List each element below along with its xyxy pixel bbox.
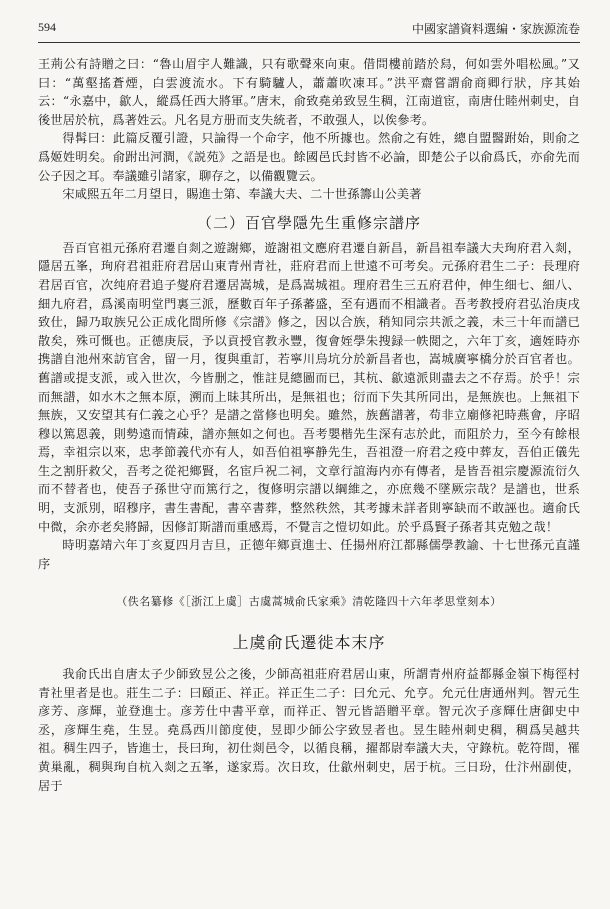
section1-signature: 宋咸熙五年二月望日，賜進士第、奉議大夫、二十世孫籌山公美著 [62,187,422,202]
page-body [38,55,580,795]
book-title: 中國家譜資料選編・家族源流卷 [411,22,580,36]
section2-signature: 時明嘉靖六年丁亥夏四月吉旦，正德年鄉貢進士、任揚州府江都縣儒學教諭、十七世孫元直謹序 [38,538,580,571]
page-header [38,18,580,43]
section1-paragraph-2: 得髯曰：此篇反覆引證，只論得一个命字，他不所據也。然俞之有姓，總自盟醫跗始，則俞之爲姬姓明矣。俞跗出河澗，《説苑》之語是也。餘國邑氏封皆不必論，即楚公子以俞爲氏，亦俞先而公子因之耳。奉議雖引諸家，聊存之，以備觀覽云。 [38,131,580,183]
page-number: 594 [38,20,56,34]
section3-paragraph-1: 我俞氏出自唐太子少師致昱公之後，少師高祖莊府君居山東，所謂青州府益都縣金嶺下梅徑村青社里者是也。莊生二子：曰頤正、祥正。祥正生二子：曰允元、允亨。允元仕唐通州判。智元生彦芳、彦輝，並登進士。彦芳仕中書平章，而祥正、智元皆語贈平章。智元次子彦輝仕唐御史中丞，彦輝生堯，生昱。堯爲西川節度使，昱即少師公字致昱者也。昱生睦州刺史稠，稠爲吴越共祖。稠生四子，皆進士，長曰珣，初仕剡邑令，以循良稱，擢都尉奉議大夫，守錄杭。乾符間，罹黄巢亂，稠與珣自杭入剡之五峯，遂家焉。次日玫，仕歙州刺史，居于杭。三日玢，仕汴州副使，居于 [38,667,580,793]
section2-paragraph-1: 吾百官祖元孫府君遷自剡之遊謝鄉，遊謝祖文應府君遷自新昌，新昌祖奉議大夫珣府君入剡，隱居五峯，珣府君祖莊府君居山東青州青社，莊府君而上世遠不可考矣。元孫府君生二子：長理府君居百官，次纯府君追子燮府君遷居嵩城，是爲嵩城祖。理府君生三五府君仲，伸生细七、細八、細九府君，爲溪南明堂門裏三派，歷數百年子孫蕃盛，至有遇而不相識者。吾考教授府君弘治庚戌致仕，歸乃取族兄公正成化間所修《宗譜》修之，因以合族，稍知同宗共派之義，未三十年而譜已散矣，殊可慨也。正德庚辰，予以貢授官教永豐，復會姪學朱搜録一帙閲之，六年丁亥，適姪時亦携譜自池州來訪官舍，留一月，復與重訂，若寧川烏坑分於新昌者也，嵩城廣寧橋分於百官者也。舊譜或提支派，或入世次，今皆删之，惟註見總圖而已，其杭、歙遠派則盡去之不存焉。於乎！宗而無譜，如水木之無本原，溯而上昧其所出，是無祖也；衍而下失其所同出，是無族也。上無祖下無族，又安望其有仁義之心乎？是譜之當修也明矣。雖然，族舊譜著，苟非立廟修祀時燕會，序昭穆以篤恩義，則勢遠而情疎，譜亦無如之何也。吾考嬰楷先生深有志於此，而阻於力，至今有餘根焉，幸祖宗以來，忠孝節義代亦有人，如吾伯祖寧静先生，吾祖澄一府君之疫中葬友，吾伯正儀先生之割肝救父，吾考之從祀鄉賢，名宦戶祝二祠，文章行誼海内亦有傳者，是皆吾祖宗慶源流衍久而不替者也，使吾子孫世守而篤行之，復修明宗譜以綱維之，亦庶幾不墜厥宗哉？是譜也，世系明，支派別，昭穆序，書生書配，書卒書葬，整然秩然，其考據未詳者則寧缺而不敢誣也。適俞氏中微，余亦老矣將歸，因修訂斯譜而重感焉，不覺言之愷切如此。於乎爲賢子孫者其克勉之哉！ [38,240,580,534]
section2-heading: （二）百官學隱先生重修宗譜序 [196,213,421,232]
section3-heading: 上虞俞氏遷徙本末序 [232,633,386,653]
section1-paragraph-1: 王荊公有詩贈之曰：“魯山眉宇人難識，只有歌聲來向東。借問樓前踏於舄，何如雲外唱松風。”又曰：“萬壑搖蒼煙，白雲渡流水。下有騎驢人，蕭蕭吹凍耳。”洪平齋嘗謂俞商卿行狀，序其始云：“永嘉中，歙人，縱爲任西大將軍。”唐末，俞致堯弟致昱生稠，江南道宦，南唐仕睦州刺史，自後世居於杭，爲著姓云。凡名見方册而支失統者，不敢强人，以俟參考。 [38,57,580,127]
source-citation: （佚名纂修《［浙江上虞］古虞蒿城俞氏家乘》清乾隆四十六年孝思堂刻本） [116,595,502,609]
